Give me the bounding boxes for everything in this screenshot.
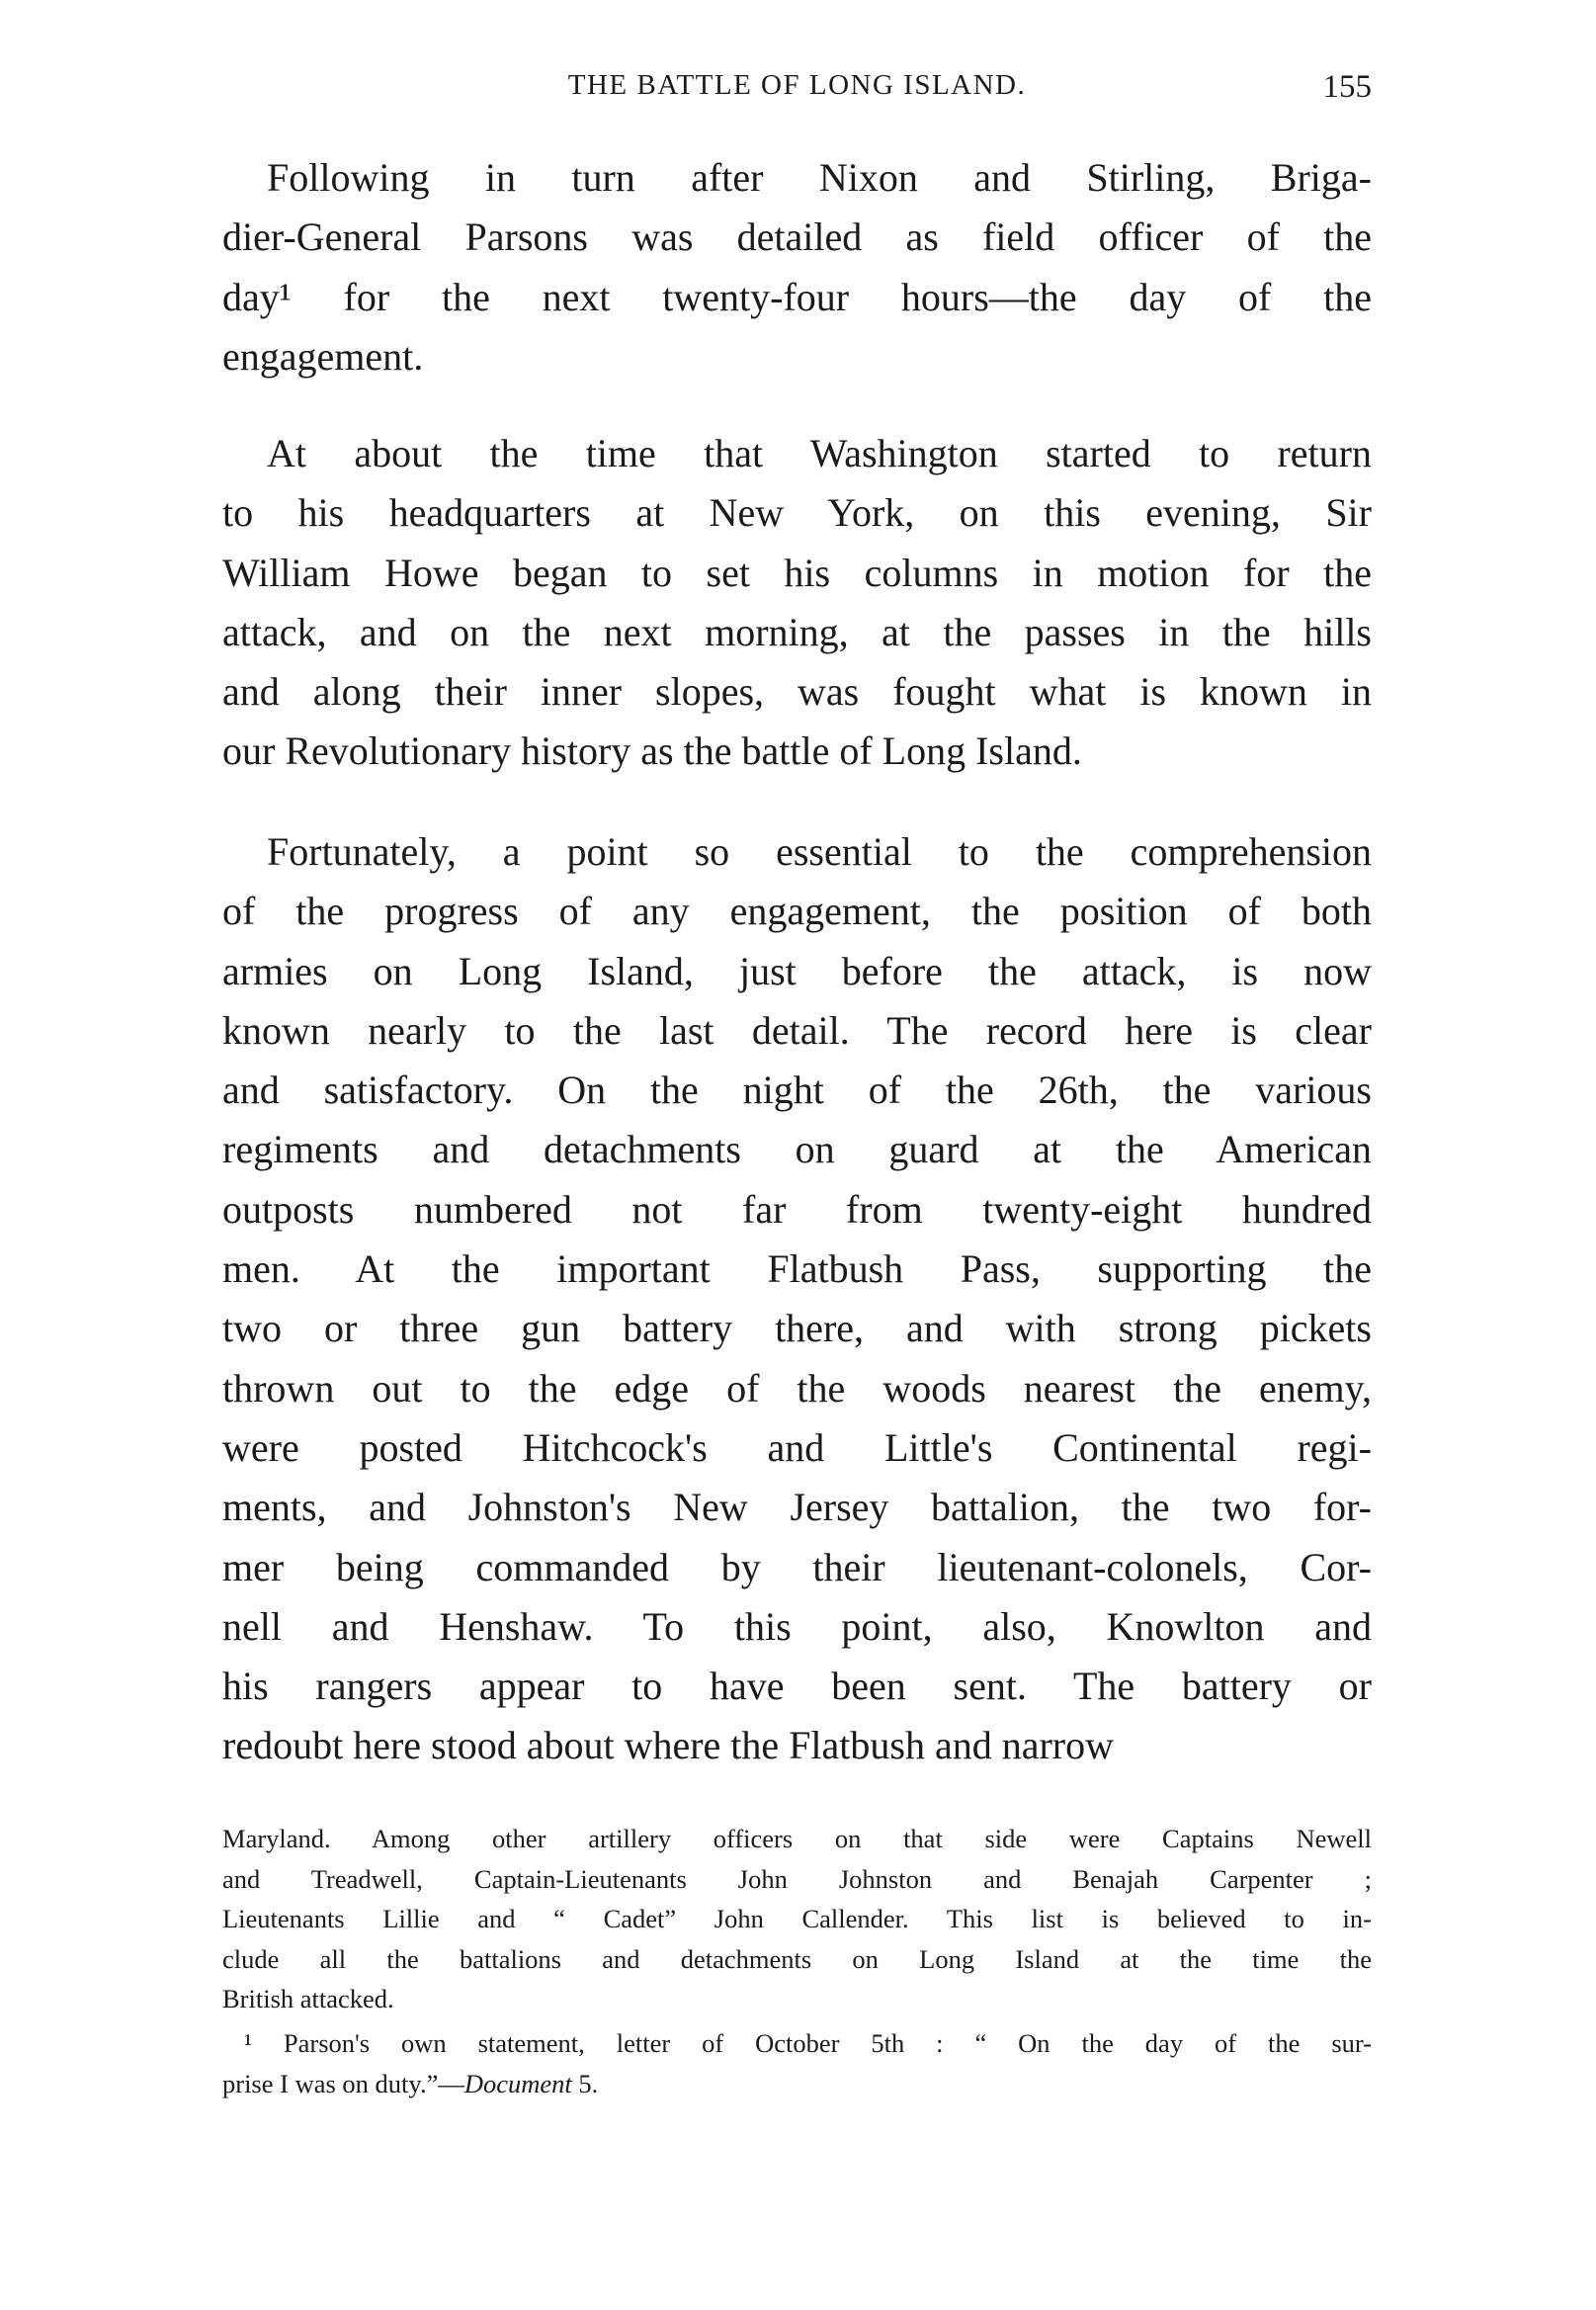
citation-document: Document [463, 2068, 572, 2098]
paragraph-3 [222, 822, 1372, 1776]
text-line: At about the time that Washington started to return [267, 431, 1372, 475]
text-line: mer being commanded by their lieutenant-colonels, Cor- [222, 1544, 1372, 1589]
text-line: ments, and Johnston's New Jersey battalion, the two for- [222, 1485, 1372, 1530]
text-line: attack, and on the next morning, at the passes in the hills [222, 609, 1372, 654]
paragraph-1 [222, 148, 1372, 386]
text-line: our Revolutionary history as the battle of Long Island. [222, 728, 1082, 774]
text-line: Fortunately, a point so essential to the comprehension [267, 829, 1372, 874]
text-line: ¹ Parson's own statement, letter of October 5th : “ On the day of the sur- [244, 2028, 1372, 2058]
page-number: 155 [1322, 69, 1372, 105]
text-line: were posted Hitchcock's and Little's Continental regi- [222, 1424, 1372, 1470]
text-line: and satisfactory. On the night of the 26th, the various [222, 1068, 1372, 1113]
footnote-continued [222, 1819, 1372, 2019]
text-line: to his headquarters at New York, on this evening, Sir [222, 490, 1372, 536]
text-line: and Treadwell, Captain-Lieutenants John Johnston and Benajah Carpenter ; [222, 1863, 1372, 1894]
running-header [222, 69, 1372, 115]
text-line: and along their inner slopes, was fought what is known in [222, 669, 1372, 715]
paragraph-2 [222, 424, 1372, 782]
text-line: day¹ for the next twenty-four hours—the day of the [222, 274, 1372, 319]
text-line: Maryland. Among other artillery officers on that side were Captains Newell [222, 1824, 1372, 1853]
footnote-1 [222, 2023, 1372, 2103]
text-line: his rangers appear to have been sent. The battery or [222, 1664, 1372, 1709]
text-line: two or three gun battery there, and with strong pickets [222, 1306, 1372, 1351]
text-line: dier-General Parsons was detailed as field officer of the [222, 214, 1372, 260]
text-line: William Howe began to set his columns in motion for the [222, 550, 1372, 595]
text-line: outposts numbered not far from twenty-eight hundred [222, 1186, 1372, 1232]
text-line: redoubt here stood about where the Flatbush and narrow [222, 1723, 1114, 1768]
text-line: clude all the battalions and detachments on Long Island at the time the [222, 1943, 1372, 1974]
text-line: thrown out to the edge of the woods nearest the enemy, [222, 1365, 1372, 1411]
text-line: men. At the important Flatbush Pass, supporting the [222, 1246, 1372, 1292]
text-line: prise I was on duty.”—Document 5. [222, 2068, 599, 2098]
text-line: Following in turn after Nixon and Stirling, Briga- [267, 155, 1372, 200]
text-line: armies on Long Island, just before the attack, is now [222, 948, 1372, 993]
running-title: THE BATTLE OF LONG ISLAND. [567, 69, 1027, 101]
text-line: British attacked. [222, 1984, 394, 2013]
text-line: of the progress of any engagement, the position of both [222, 889, 1372, 934]
text-line: nell and Henshaw. To this point, also, Knowlton and [222, 1603, 1372, 1649]
text-line: regiments and detachments on guard at the American [222, 1127, 1372, 1172]
citation-number: 5. [571, 2068, 599, 2098]
text-line: known nearly to the last detail. The record here is clear [222, 1007, 1372, 1053]
text-line: engagement. [222, 333, 424, 379]
text-line: Lieutenants Lillie and “ Cadet” John Callender. This list is believed to in- [222, 1904, 1372, 1933]
